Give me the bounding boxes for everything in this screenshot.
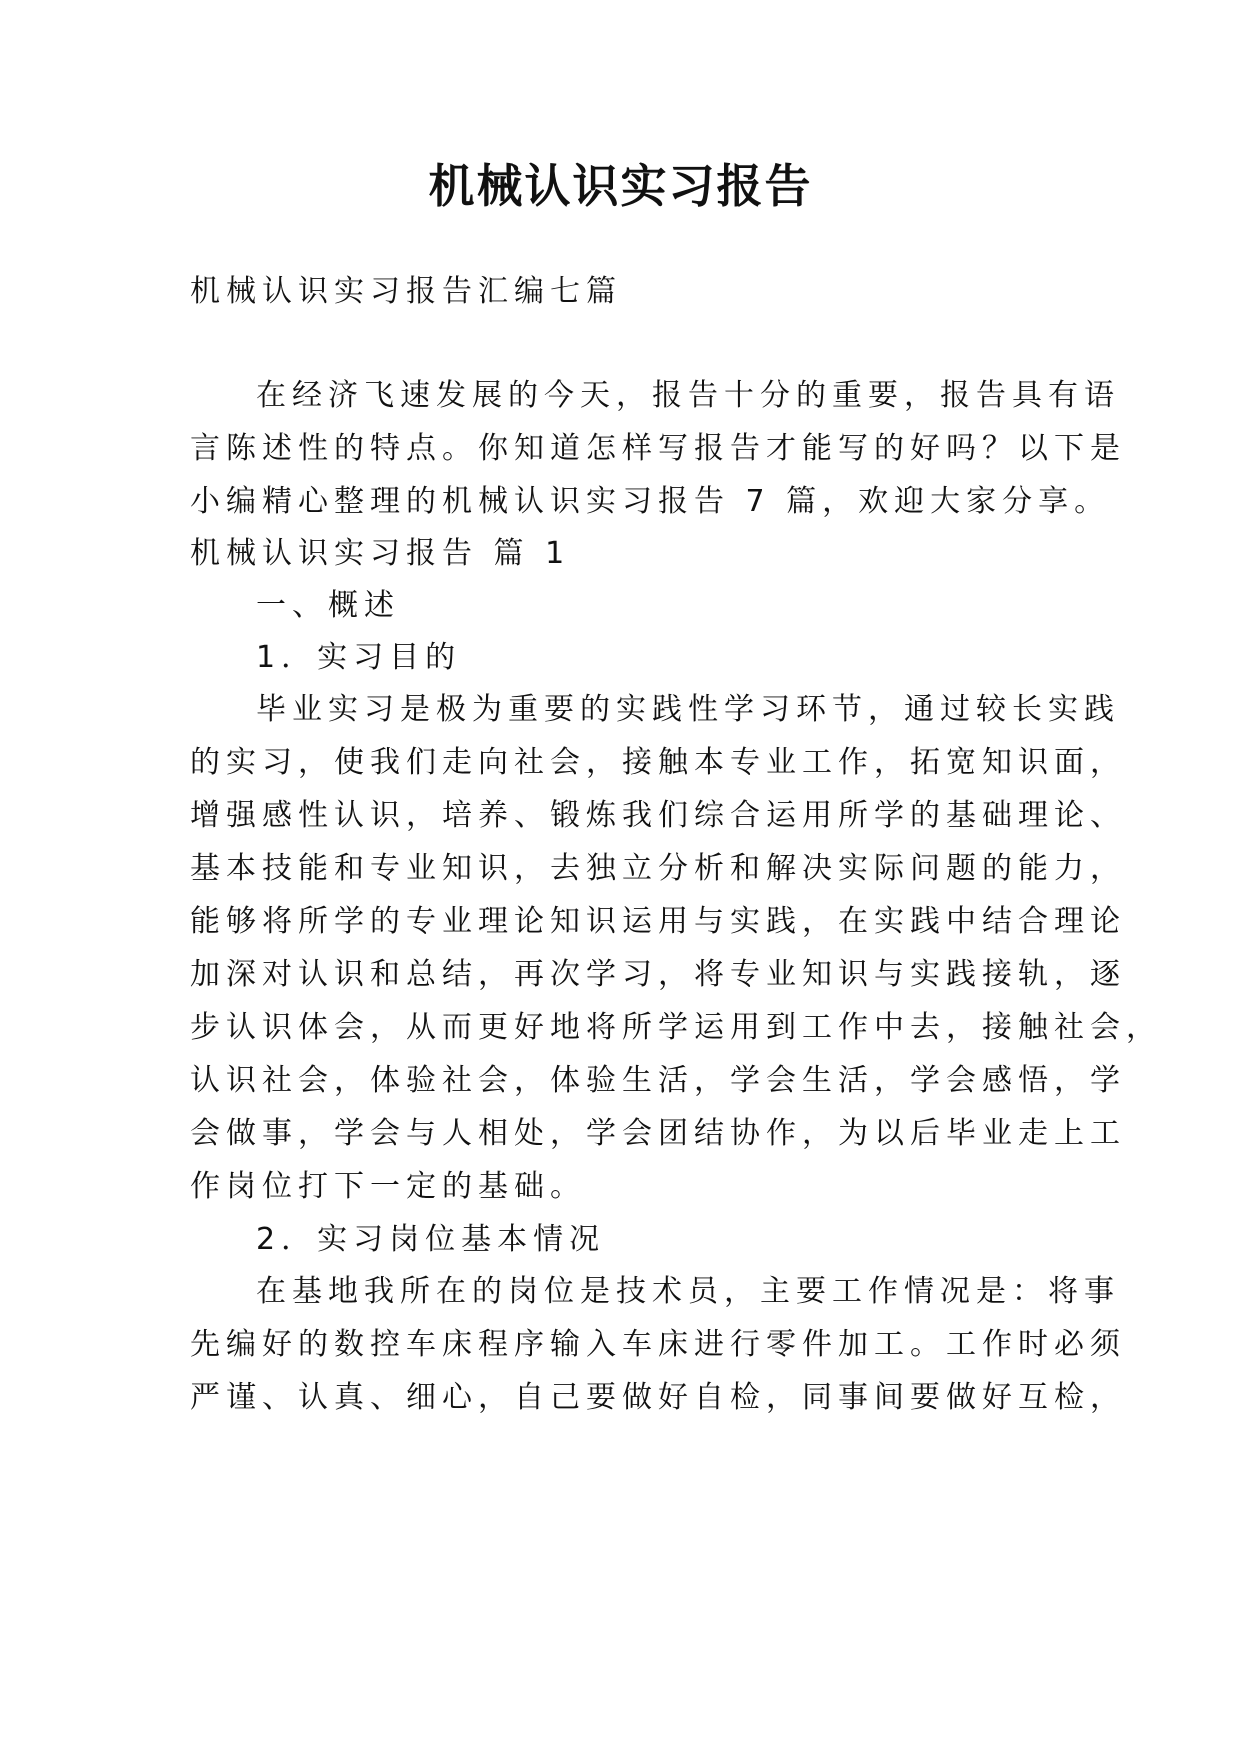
item1-line-1: 毕业实习是极为重要的实践性学习环节，通过较长实践 <box>256 692 1120 727</box>
item1-line-8: 认识社会，体验社会，体验生活，学会生活，学会感悟，学 <box>190 1063 1126 1098</box>
intro-line-1: 在经济飞速发展的今天，报告十分的重要，报告具有语 <box>256 378 1120 413</box>
item2-line-3: 严谨、认真、细心，自己要做好自检，同事间要做好互检， <box>190 1380 1126 1415</box>
item1-heading: 1．实习目的 <box>256 640 462 675</box>
item2-heading: 2．实习岗位基本情况 <box>256 1222 606 1257</box>
item2-line-2: 先编好的数控车床程序输入车床进行零件加工。工作时必须 <box>190 1327 1126 1362</box>
overview-heading: 一、概述 <box>256 588 400 623</box>
document-subtitle: 机械认识实习报告汇编七篇 <box>190 274 622 309</box>
document-title: 机械认识实习报告 <box>428 159 813 213</box>
item1-line-7: 步认识体会，从而更好地将所学运用到工作中去，接触社会， <box>190 1010 1162 1045</box>
item1-line-6: 加深对认识和总结，再次学习，将专业知识与实践接轨，逐 <box>190 957 1126 992</box>
section-heading: 机械认识实习报告 篇 1 <box>190 536 571 571</box>
item1-line-9: 会做事，学会与人相处，学会团结协作，为以后毕业走上工 <box>190 1116 1126 1151</box>
item1-line-4: 基本技能和专业知识，去独立分析和解决实际问题的能力， <box>190 851 1126 886</box>
item1-line-5: 能够将所学的专业理论知识运用与实践，在实践中结合理论 <box>190 904 1126 939</box>
intro-line-2: 言陈述性的特点。你知道怎样写报告才能写的好吗？以下是 <box>190 431 1126 466</box>
item1-line-2: 的实习，使我们走向社会，接触本专业工作，拓宽知识面， <box>190 745 1126 780</box>
item1-line-3: 增强感性认识，培养、锻炼我们综合运用所学的基础理论、 <box>190 798 1126 833</box>
intro-line-3: 小编精心整理的机械认识实习报告 7 篇，欢迎大家分享。 <box>190 484 1111 519</box>
item2-line-1: 在基地我所在的岗位是技术员，主要工作情况是：将事 <box>256 1274 1120 1309</box>
item1-line-10: 作岗位打下一定的基础。 <box>190 1169 586 1204</box>
